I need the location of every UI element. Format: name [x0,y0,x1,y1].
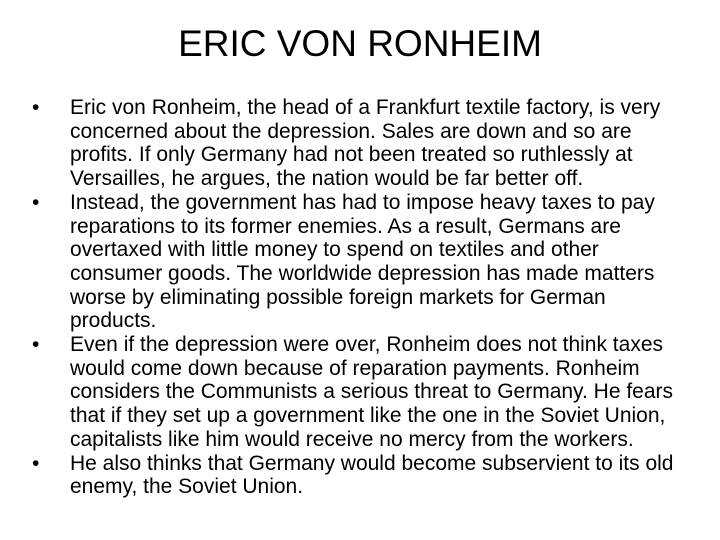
bullet-list [30,96,690,499]
bullet-icon: • [32,190,40,214]
bullet-icon: • [32,333,40,357]
bullet-text: He also thinks that Germany would become subservient to its old enemy, the Soviet Union. [70,451,674,499]
bullet-icon: • [32,451,40,475]
slide-title: ERIC VON RONHEIM [178,23,542,64]
bullet-item [30,96,690,191]
bullet-text: Instead, the government has had to impose heavy taxes to pay reparations to its former enemies. As a result, Germans are overtaxed with little money to spend on textiles and other consumer goods. The worldwide depression has made matters worse by eliminating possible foreign markets for German products. [70,190,655,333]
bullet-icon: • [32,96,40,119]
bullet-item [30,452,690,499]
bullet-text: Even if the depression were over, Ronheim does not think taxes would come down because of reparation payments. Ronheim considers the Communists a serious threat to Germany. He fears that if they set up a government like the one in the Soviet Union, capitalists like him would receive no mercy from the workers. [70,333,674,451]
bullet-item [30,191,690,333]
bullet-item [30,333,690,452]
bullet-text: Eric von Ronheim, the head of a Frankfurt textile factory, is very concerned about the depression. Sales are down and so are profits. If only Germany had not been treated so ruthlessly at Versailles, he argues, the nation would be far better off. [70,96,661,191]
